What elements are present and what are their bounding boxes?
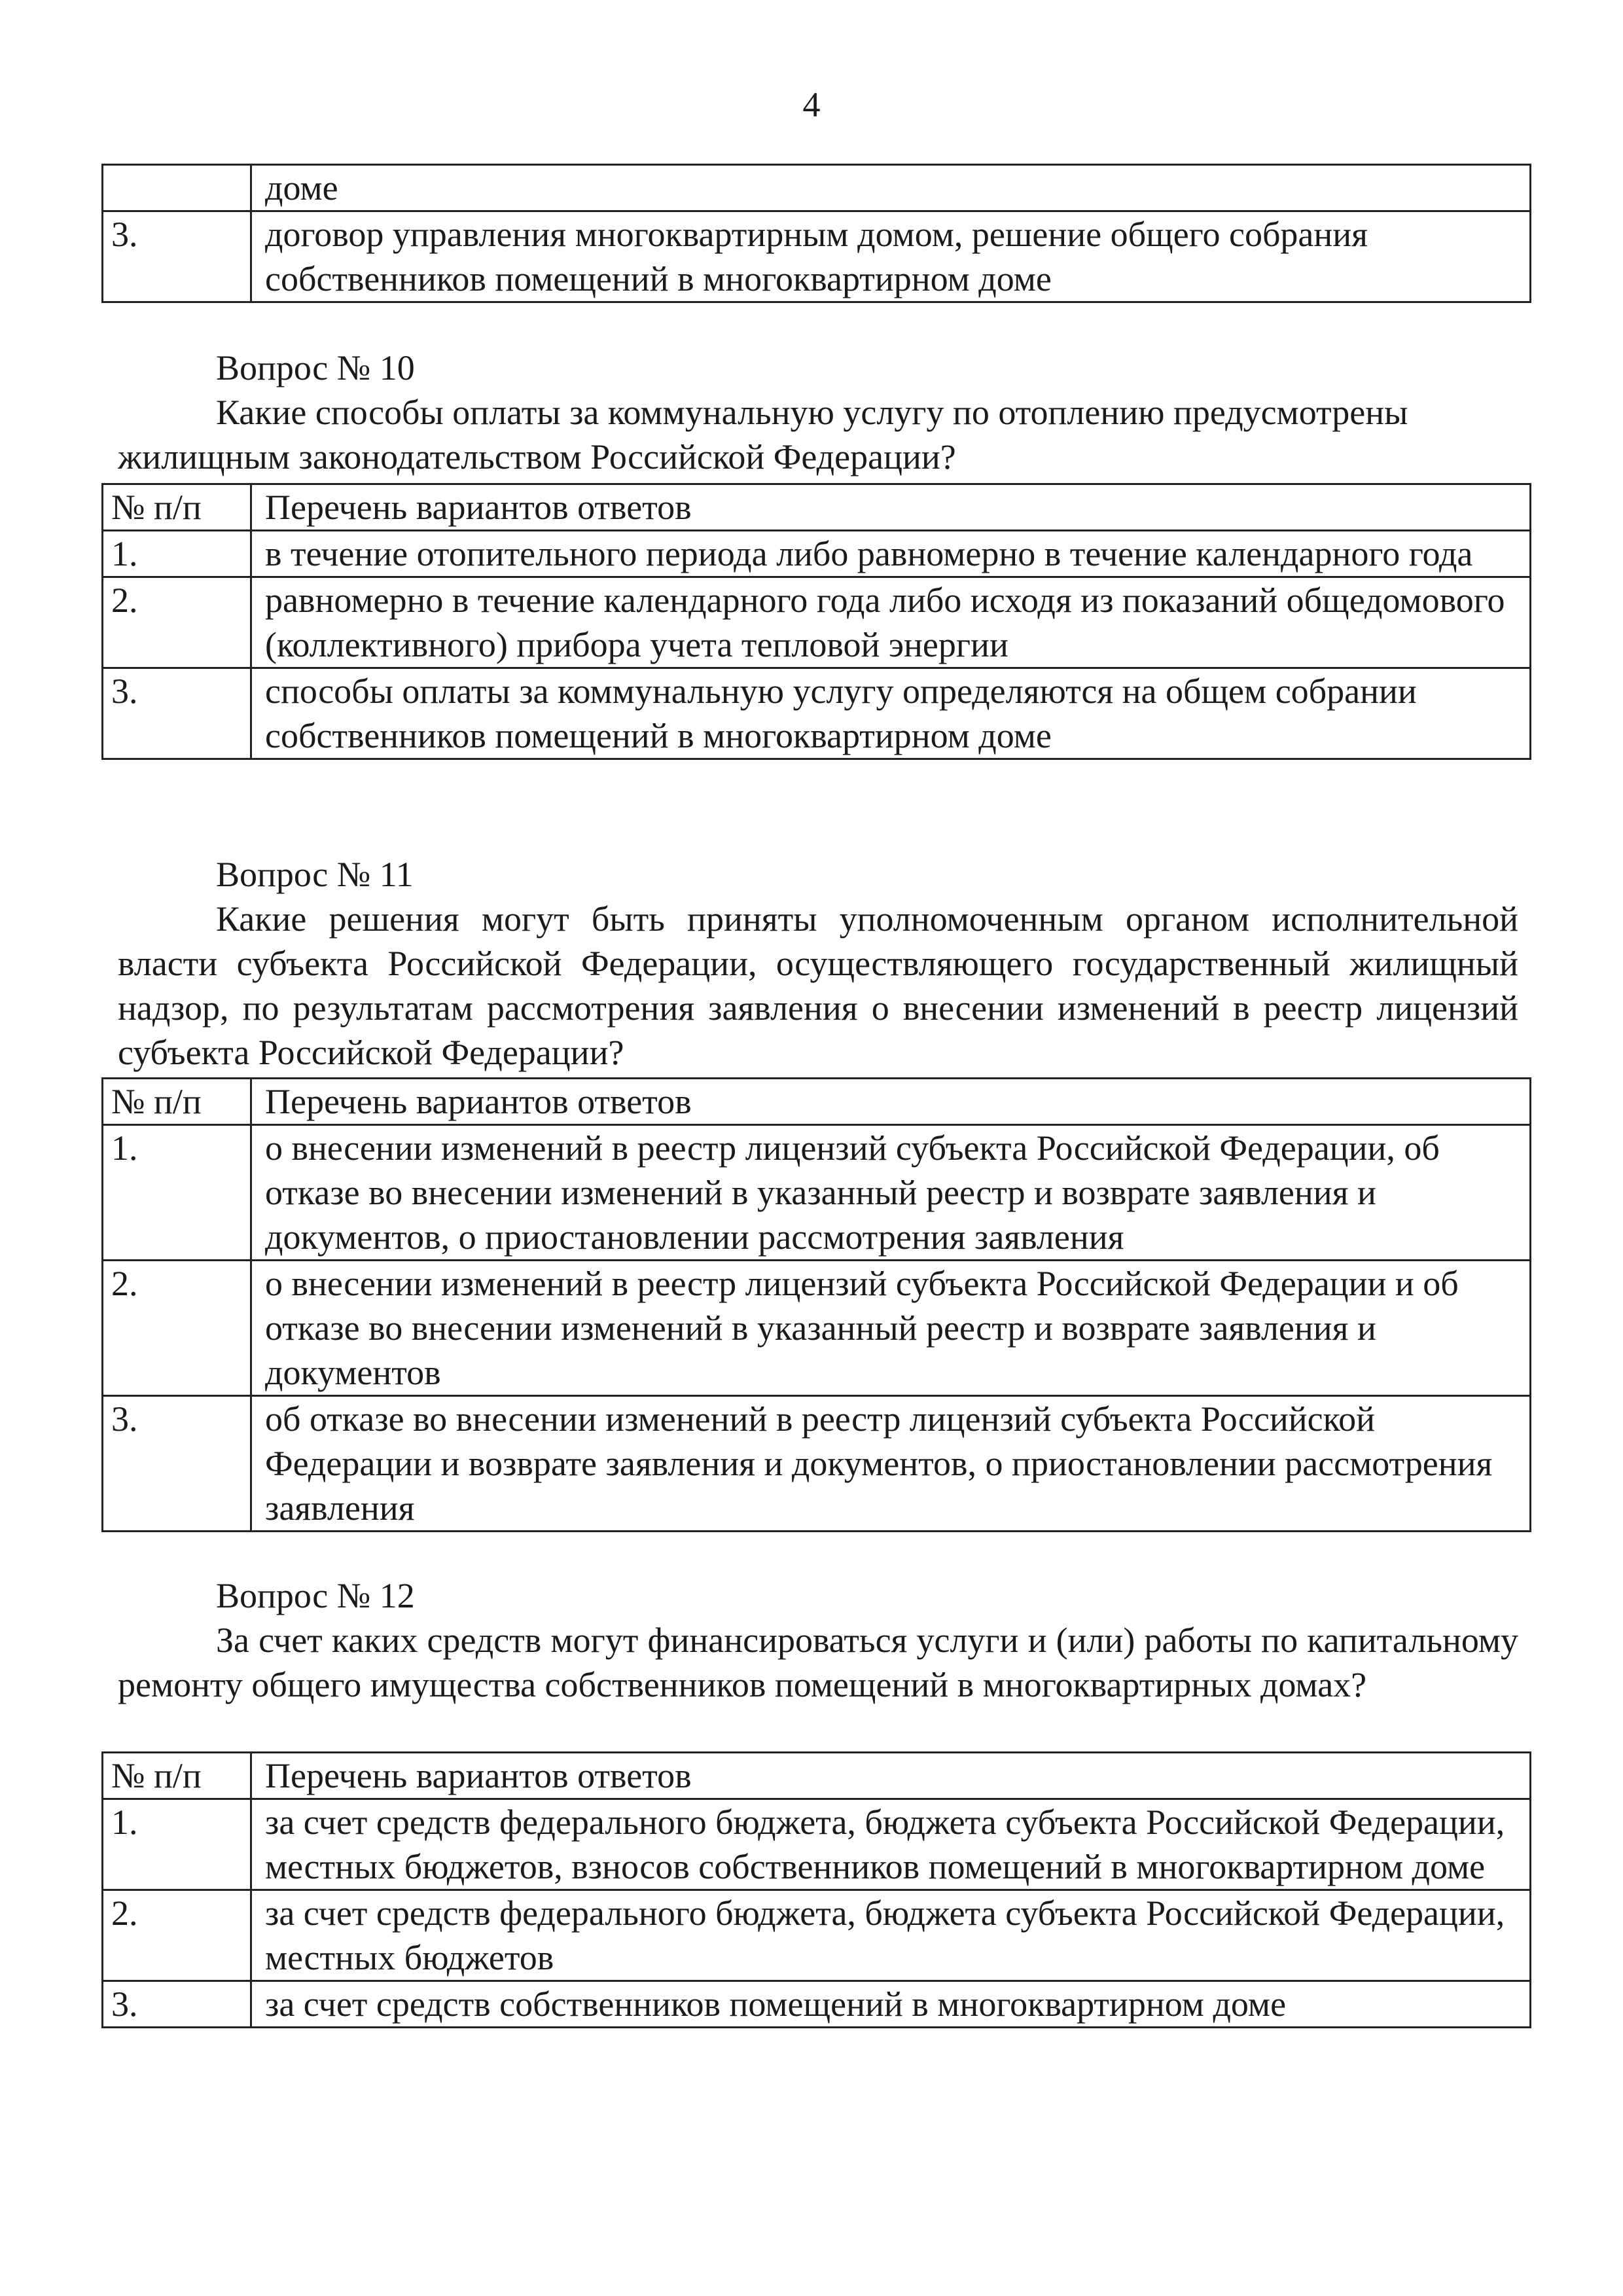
table-row [103, 531, 1531, 577]
answer-text: за счет средств федерального бюджета, бюджета субъекта Российской Федерации, местных бюджетов [251, 1890, 1531, 1981]
header-number: № п/п [103, 1753, 251, 1799]
answer-text: способы оплаты за коммунальную услугу определяются на общем собрании собственников помещений в многоквартирном доме [251, 668, 1531, 759]
answer-number: 3. [103, 1396, 251, 1532]
question-12-title: Вопрос № 12 [216, 1576, 415, 1615]
table-row [103, 211, 1531, 302]
answer-number: 3. [103, 1981, 251, 2028]
table-row [103, 577, 1531, 668]
header-number: № п/п [103, 1079, 251, 1125]
table-row [103, 1890, 1531, 1981]
table-header-row [103, 484, 1531, 531]
table-row [103, 1125, 1531, 1261]
answer-text: за счет средств собственников помещений в многоквартирном доме [251, 1981, 1531, 2028]
question-11-title: Вопрос № 11 [216, 855, 414, 894]
answer-text: об отказе во внесении изменений в реестр лицензий субъекта Российской Федерации и возврате заявления и документов, о приостановлении рассмотрения заявления [251, 1396, 1531, 1532]
question-12-answers-table [101, 1751, 1531, 2028]
answer-number: 2. [103, 577, 251, 668]
row-text: договор управления многоквартирным домом, решение общего собрания собственников помещений в многоквартирном доме [251, 211, 1531, 302]
question-10-text: Какие способы оплаты за коммунальную услугу по отоплению предусмотрены жилищным законодательством Российской Федерации? [118, 393, 1408, 476]
table-row [103, 1981, 1531, 2028]
question-11-text: Какие решения могут быть приняты уполномоченным органом исполнительной власти субъекта Российской Федерации, осуществляющего государственный жилищный надзор, по результатам рассмотрения заявления о внесении изменений в реестр лицензий субъекта Российской Федерации? [118, 899, 1518, 1072]
row-text: доме [251, 165, 1531, 211]
table-row [103, 668, 1531, 759]
question-11-answers-table [101, 1077, 1531, 1532]
header-number: № п/п [103, 484, 251, 531]
table-row [103, 1799, 1531, 1890]
answer-text: о внесении изменений в реестр лицензий субъекта Российской Федерации, об отказе во внесении изменений в указанный реестр и возврате заявления и документов, о приостановлении рассмотрения заявления [251, 1125, 1531, 1261]
question-10-answers-table [101, 483, 1531, 760]
header-text: Перечень вариантов ответов [251, 484, 1531, 531]
table-header-row [103, 1079, 1531, 1125]
answer-number: 2. [103, 1261, 251, 1396]
answer-text: в течение отопительного периода либо равномерно в течение календарного года [251, 531, 1531, 577]
row-number: 3. [103, 211, 251, 302]
answer-text: о внесении изменений в реестр лицензий субъекта Российской Федерации и об отказе во внесении изменений в указанный реестр и возврате заявления и документов [251, 1261, 1531, 1396]
answer-text: за счет средств федерального бюджета, бюджета субъекта Российской Федерации, местных бюджетов, взносов собственников помещений в многоквартирном доме [251, 1799, 1531, 1890]
table-row [103, 1261, 1531, 1396]
table-row [103, 1396, 1531, 1532]
answer-number: 1. [103, 1799, 251, 1890]
answer-number: 2. [103, 1890, 251, 1981]
answer-number: 3. [103, 668, 251, 759]
question-10-title: Вопрос № 10 [216, 348, 415, 387]
question-12-text: За счет каких средств могут финансироваться услуги и (или) работы по капитальному ремонту общего имущества собственников помещений в многоквартирных домах? [118, 1621, 1518, 1704]
header-text: Перечень вариантов ответов [251, 1079, 1531, 1125]
row-number [103, 165, 251, 211]
table-header-row [103, 1753, 1531, 1799]
continuation-table [101, 164, 1531, 303]
answer-text: равномерно в течение календарного года либо исходя из показаний общедомового (коллективного) прибора учета тепловой энергии [251, 577, 1531, 668]
page-number: 4 [802, 85, 821, 124]
header-text: Перечень вариантов ответов [251, 1753, 1531, 1799]
table-row [103, 165, 1531, 211]
answer-number: 1. [103, 531, 251, 577]
answer-number: 1. [103, 1125, 251, 1261]
